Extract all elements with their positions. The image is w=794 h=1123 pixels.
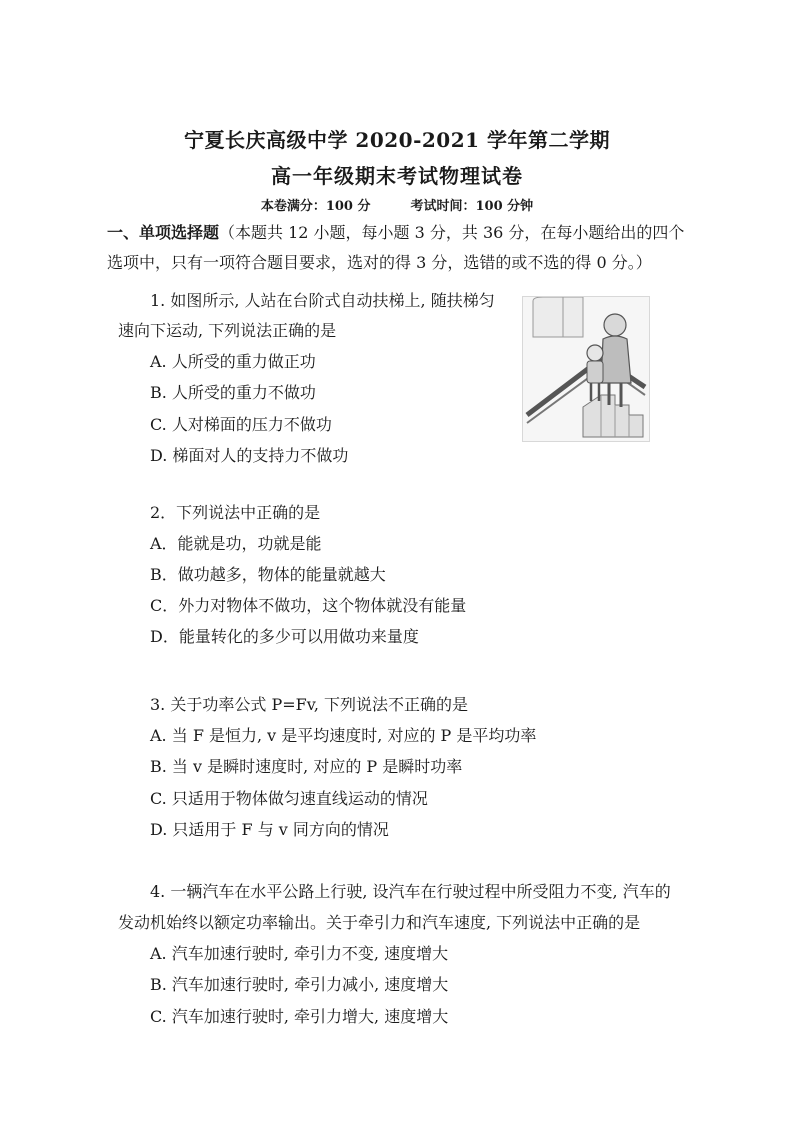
q1-option-a: A. 人所受的重力做正功	[150, 352, 316, 371]
full-score: 本卷满分：100 分	[260, 199, 371, 214]
section-intro: （本题共 12 小题，每小题 3 分，共 36 分，在每小题给出的四个	[219, 223, 685, 242]
q2-option-a: A．能就是功，功就是能	[150, 534, 322, 553]
q3-stem: 3. 关于功率公式 P=Fv, 下列说法不正确的是	[150, 695, 469, 714]
q2-option-c: C．外力对物体不做功，这个物体就没有能量	[150, 596, 467, 615]
exam-title-school: 宁夏长庆高级中学 2020-2021 学年第二学期	[183, 128, 611, 152]
q3-option-d: D. 只适用于 F 与 v 同方向的情况	[150, 820, 389, 839]
exam-meta	[0, 195, 794, 214]
q3-option-b: B. 当 v 是瞬时速度时, 对应的 P 是瞬时功率	[150, 757, 463, 776]
q1-option-d: D. 梯面对人的支持力不做功	[150, 446, 349, 465]
exam-time: 考试时间：100 分钟	[410, 199, 534, 214]
section-instructions	[107, 218, 687, 278]
q4-stem-line2: 发动机始终以额定功率输出。关于牵引力和汽车速度, 下列说法中正确的是	[118, 913, 641, 932]
q2-stem: 2．下列说法中正确的是	[150, 503, 321, 522]
escalator-drawing	[523, 297, 649, 441]
q1-stem-line1: 1. 如图所示, 人站在台阶式自动扶梯上, 随扶梯匀	[150, 291, 495, 310]
exam-title-subject: 高一年级期末考试物理试卷	[271, 164, 523, 188]
section-intro-line2: 选项中，只有一项符合题目要求，选对的得 3 分，选错的或不选的得 0 分。）	[107, 253, 652, 272]
q2-option-b: B．做功越多，物体的能量就越大	[150, 565, 386, 584]
q4-option-a: A. 汽车加速行驶时, 牵引力不变, 速度增大	[150, 944, 449, 963]
q4-stem-line1: 4. 一辆汽车在水平公路上行驶, 设汽车在行驶过程中所受阻力不变, 汽车的	[150, 882, 671, 901]
q4-option-b: B. 汽车加速行驶时, 牵引力减小, 速度增大	[150, 975, 449, 994]
q4-option-c: C. 汽车加速行驶时, 牵引力增大, 速度增大	[150, 1007, 449, 1026]
escalator-illustration	[522, 296, 650, 442]
q3-option-a: A. 当 F 是恒力, v 是平均速度时, 对应的 P 是平均功率	[150, 726, 537, 745]
q2-option-d: D．能量转化的多少可以用做功来量度	[150, 627, 419, 646]
q3-option-c: C. 只适用于物体做匀速直线运动的情况	[150, 789, 428, 808]
q1-option-b: B. 人所受的重力不做功	[150, 383, 316, 402]
q1-stem-line2: 速向下运动, 下列说法正确的是	[118, 321, 337, 340]
q1-option-c: C. 人对梯面的压力不做功	[150, 415, 332, 434]
section-heading: 一、单项选择题	[107, 223, 220, 242]
